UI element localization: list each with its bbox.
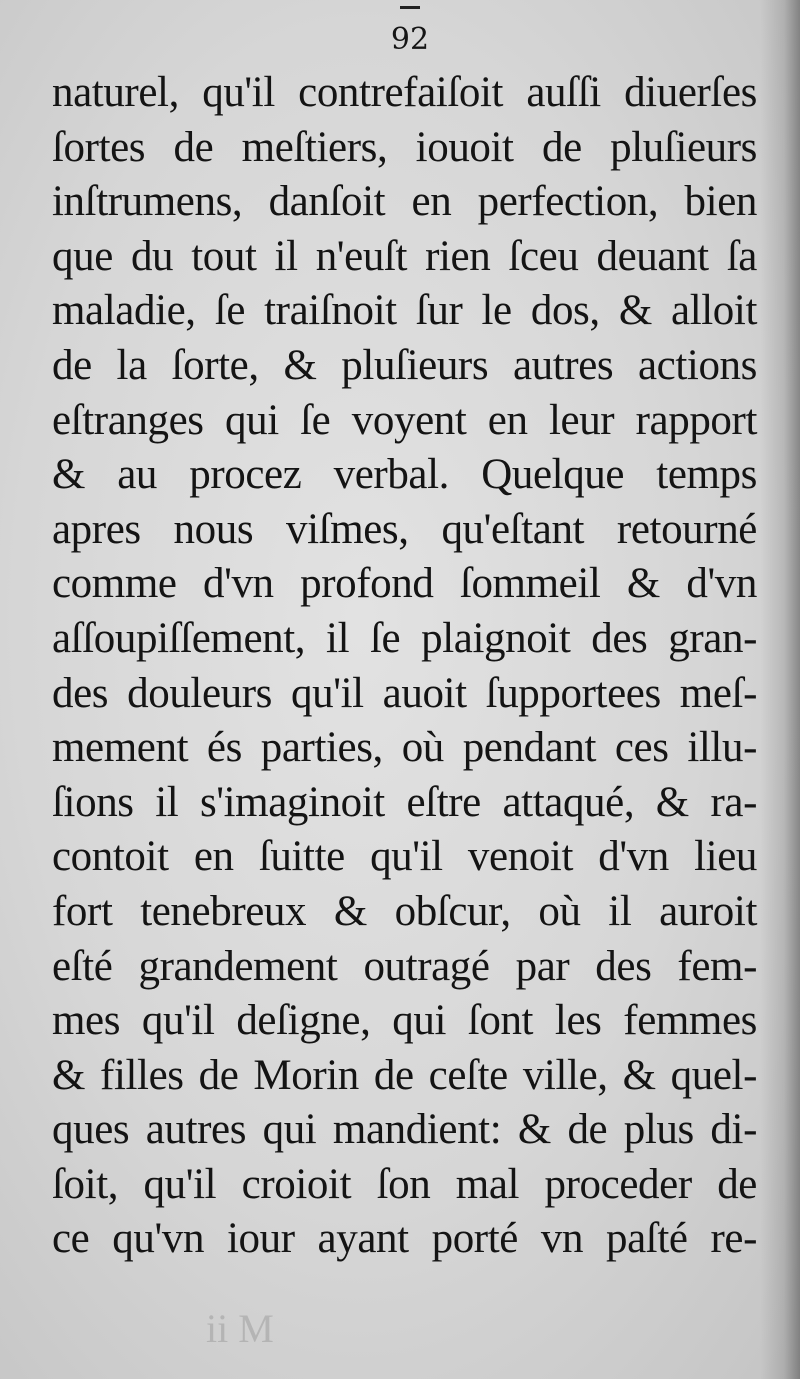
text-line: ce qu'vn iour ayant porté vn paſté re- <box>52 1215 757 1263</box>
gutter-shadow <box>760 0 800 1379</box>
text-line: contoit en ſuitte qu'il venoit d'vn lieu <box>52 833 757 881</box>
text-block <box>52 66 757 1267</box>
text-line: que du tout il n'euſt rien ſceu deuant ſa <box>52 232 757 280</box>
text-line: eſtranges qui ſe voyent en leur rapport <box>52 396 757 444</box>
text-line: inſtrumens, danſoit en perfection, bien <box>52 178 757 226</box>
text-line: comme d'vn profond ſommeil & d'vn <box>52 560 757 608</box>
top-rule-mark <box>400 6 420 9</box>
page-number: 92 <box>390 22 430 57</box>
bleed-through-text: ii M <box>206 1306 274 1351</box>
text-line: & au procez verbal. Quelque temps <box>52 451 757 499</box>
text-line: fort tenebreux & obſcur, où il auroit <box>52 887 757 935</box>
text-line: mes qu'il deſigne, qui ſont les femmes <box>52 997 757 1045</box>
text-line: des douleurs qu'il auoit ſupportees meſ- <box>52 669 757 717</box>
text-line: eſté grandement outragé par des fem- <box>52 942 757 990</box>
text-line: ſoit, qu'il croioit ſon mal proceder de <box>52 1160 757 1208</box>
text-line: de la ſorte, & pluſieurs autres actions <box>52 341 757 389</box>
text-line: maladie, ſe traiſnoit ſur le dos, & alloit <box>52 287 757 335</box>
text-line: ſortes de meſtiers, iouoit de pluſieurs <box>52 123 757 171</box>
text-line: aſſoupiſſement, il ſe plaignoit des gran- <box>52 614 757 662</box>
text-line: naturel, qu'il contrefaiſoit auſſi diuerſes <box>52 69 757 116</box>
text-line: apres nous viſmes, qu'eſtant retourné <box>52 505 757 553</box>
text-line: ſions il s'imaginoit eſtre attaqué, & ra- <box>52 778 757 826</box>
text-line: ques autres qui mandient: & de plus di- <box>52 1106 757 1154</box>
text-line: mement és parties, où pendant ces illu- <box>52 724 757 772</box>
text-line: & filles de Morin de ceſte ville, & quel- <box>52 1051 757 1099</box>
